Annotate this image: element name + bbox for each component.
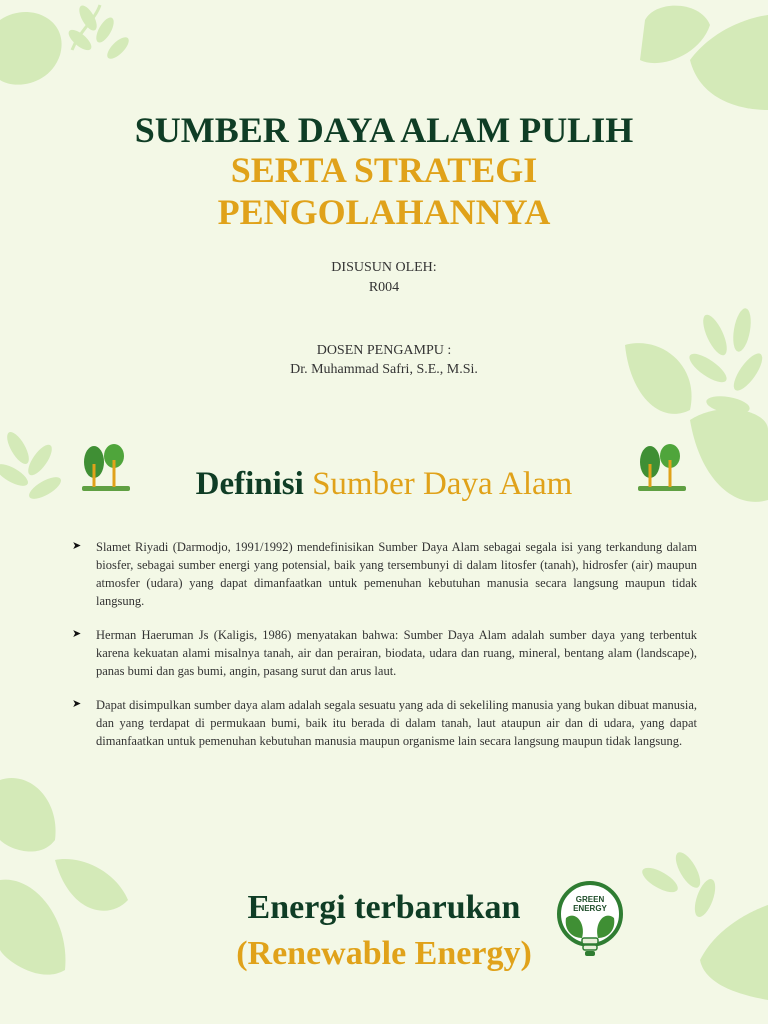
energy-heading: Energi terbarukan [247,889,521,926]
arrow-bullet-icon: ➤ [72,540,82,552]
definition-heading-b: Sumber Daya Alam [312,466,573,502]
title-line-3: PENGOLAHANNYA [217,192,551,232]
author-value: R004 [368,280,400,295]
title-line-1: SUMBER DAYA ALAM PULIH [134,110,634,150]
badge-text-1: GREEN [575,895,605,904]
list-item [72,626,697,680]
definition-text: Herman Haeruman Js (Kaligis, 1986) menyatakan bahwa: Sumber Daya Alam adalah sumber daya yang terbentuk karena kekuatan alami misalnya tanah, air dan perairan, biodata, udara dan ruang, mineral, bentang alam (landscape), panas bumi dan gas bumi, angin, pasang surut dan arus laut. [96,628,697,678]
list-item [72,696,697,750]
list-item [72,538,697,610]
title-line-2: SERTA STRATEGI [230,150,538,190]
energy-subheading: (Renewable Energy) [236,935,532,972]
author-label: DISUSUN OLEH: [331,260,437,275]
green-energy-bulb-icon [554,880,626,966]
definition-text: Dapat disimpulkan sumber daya alam adalah segala sesuatu yang ada di sekeliling manusia yang bukan dibuat manusia, dan yang terdapat di permukaan bumi, baik itu berada di dalam tanah, laut ataupun air dan di udara, yang dapat dimanfaatkan untuk pemenuhan kebutuhan manusia maupun organisme lain secara langsung maupun tidak langsung. [96,698,697,748]
arrow-bullet-icon: ➤ [72,698,82,710]
definition-text: Slamet Riyadi (Darmodjo, 1991/1992) mendefinisikan Sumber Daya Alam sebagai segala isi yang terkandung dalam biosfer, sebagai sumber energi yang potensial, baik yang tersembunyi di dalam litosfer (tanah), hidrosfer (air) maupun atmosfer (udara) yang dapat dimanfaatkan untuk pemenuhan kebutuhan manusia secara langsung maupun tidak langsung. [96,540,697,608]
definition-list [72,538,697,766]
definition-heading-a: Definisi [195,466,304,502]
arrow-bullet-icon: ➤ [72,628,82,640]
lecturer-name: Dr. Muhammad Safri, S.E., M.Si. [290,362,478,377]
badge-text-2: ENERGY [573,904,607,913]
definition-heading [0,462,768,506]
lecturer-label: DOSEN PENGAMPU : [316,343,452,358]
